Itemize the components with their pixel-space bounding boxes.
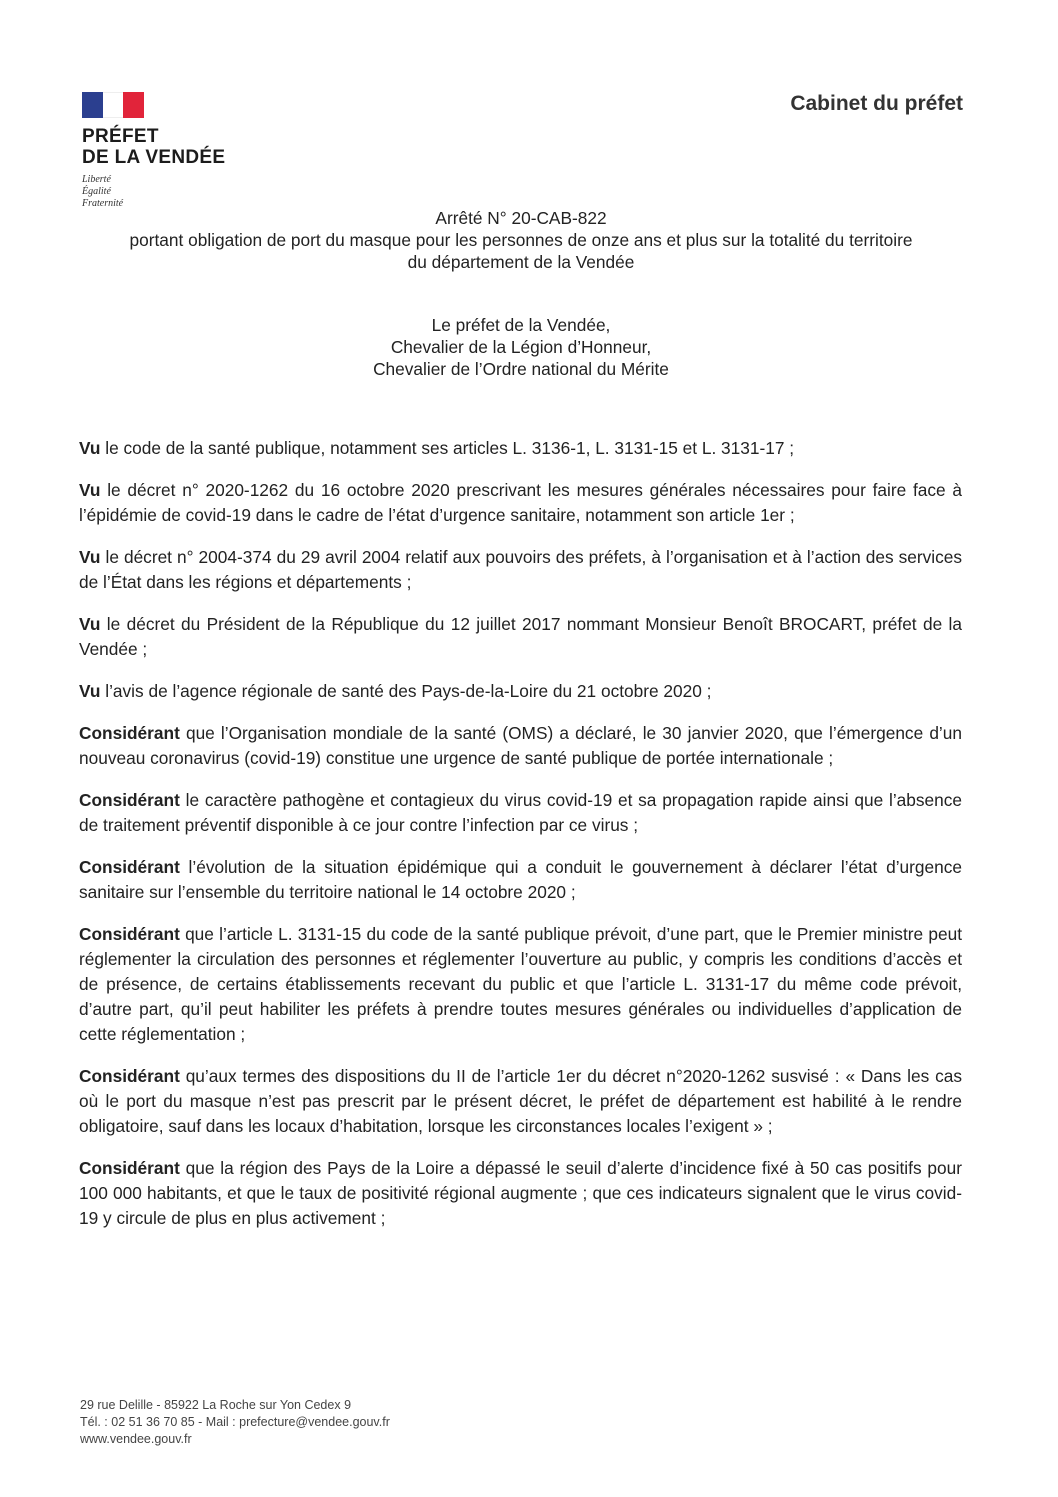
considerant-paragraph — [79, 788, 962, 838]
paragraph-lead: Vu — [79, 547, 101, 567]
footer-website[interactable]: www.vendee.gouv.fr — [80, 1432, 192, 1446]
paragraph-text: que l’Organisation mondiale de la santé (OMS) a déclaré, le 30 janvier 2020, que l’émergence d’un nouveau coronavirus (covid-19) constitue une urgence de santé publique de portée internationale ; — [79, 723, 962, 768]
republic-motto — [82, 174, 282, 210]
paragraph-text: le décret n° 2020-1262 du 16 octobre 2020 prescrivant les mesures générales nécessaires pour faire face à l’épidémie de covid-19 dans le cadre de l’état d’urgence sanitaire, notamment son article 1er ; — [79, 480, 962, 525]
paragraph-lead: Considérant — [79, 1158, 180, 1178]
flag-white-stripe — [103, 92, 124, 118]
paragraph-text: le caractère pathogène et contagieux du virus covid-19 et sa propagation rapide ainsi que l’absence de traitement préventif disponible à ce jour contre l’infection par ce virus ; — [79, 790, 962, 835]
paragraph-lead: Considérant — [79, 857, 180, 877]
paragraph-lead: Vu — [79, 614, 101, 634]
visa-paragraph — [79, 545, 962, 595]
considerant-paragraph — [79, 1156, 962, 1231]
paragraph-text: que l’article L. 3131-15 du code de la santé publique prévoit, d’une part, que le Premier ministre peut réglementer la circulation des personnes et réglementer l’ouverture au public, y compris les conditions d’accès et de présence, de certains établissements recevant du public et que l’article L. 3131-17 du même code prévoit, d’autre part, qu’il peut habiliter les préfets à prendre toutes mesures générales ou individuelles d’application de cette réglementation ; — [79, 924, 962, 1044]
logo-title-line1: PRÉFET — [82, 126, 159, 147]
considerant-paragraph — [79, 922, 962, 1047]
paragraph-text: que la région des Pays de la Loire a dépassé le seuil d’alerte d’incidence fixé à 50 cas positifs pour 100 000 habitants, et que le taux de positivité régional augmente ; que ces indicateurs signalent que le virus covid-19 y circule de plus en plus activement ; — [79, 1158, 962, 1228]
paragraph-lead: Considérant — [79, 924, 180, 944]
paragraph-lead: Considérant — [79, 1066, 180, 1086]
considerant-paragraph — [79, 721, 962, 771]
footer-contact: Tél. : 02 51 36 70 85 - Mail : prefecture@vendee.gouv.fr — [80, 1415, 390, 1429]
considerant-paragraph — [79, 855, 962, 905]
paragraph-text: qu’aux termes des dispositions du II de l’article 1er du décret n°2020-1262 susvisé : « Dans les cas où le port du masque n’est pas prescrit par le présent décret, le préfet de département est habilité à le rendre obligatoire, sauf dans les locaux d’habitation, lorsque les circonstances locales l’exigent » ; — [79, 1066, 962, 1136]
motto-egalite: Égalité — [82, 186, 111, 197]
logo-title — [82, 126, 282, 168]
flag-red-stripe — [123, 92, 144, 118]
cabinet-label: Cabinet du préfet — [790, 92, 963, 115]
decree-subject-line2: du département de la Vendée — [407, 252, 635, 272]
paragraph-text: le décret du Président de la République du 12 juillet 2017 nommant Monsieur Benoît BROCART, préfet de la Vendée ; — [79, 614, 962, 659]
decree-number: Arrêté N° 20-CAB-822 — [435, 208, 607, 228]
authority-line1: Le préfet de la Vendée, — [431, 315, 611, 335]
prefecture-logo — [82, 92, 282, 210]
considerant-paragraph — [79, 1064, 962, 1139]
motto-liberte: Liberté — [82, 174, 111, 185]
republic-flag-icon — [82, 92, 144, 118]
paragraph-lead: Considérant — [79, 790, 180, 810]
visa-paragraph — [79, 478, 962, 528]
visa-paragraph — [79, 436, 962, 461]
decree-header — [80, 207, 962, 273]
visa-paragraph — [79, 612, 962, 662]
authority-block — [80, 314, 962, 380]
decree-subject-line1: portant obligation de port du masque pour les personnes de onze ans et plus sur la totalité du territoire — [129, 230, 913, 250]
paragraph-lead: Vu — [79, 681, 101, 701]
decree-body — [79, 436, 962, 1248]
motto-fraternite: Fraternité — [82, 198, 124, 209]
paragraph-lead: Vu — [79, 480, 101, 500]
logo-title-line2: DE LA VENDÉE — [82, 147, 226, 168]
visa-paragraph — [79, 679, 962, 704]
paragraph-text: le code de la santé publique, notamment ses articles L. 3136-1, L. 3131-15 et L. 3131-17 ; — [100, 438, 795, 458]
footer-address: 29 rue Delille - 85922 La Roche sur Yon Cedex 9 — [80, 1398, 352, 1412]
paragraph-text: l’évolution de la situation épidémique qui a conduit le gouvernement à déclarer l’état d’urgence sanitaire sur l’ensemble du territoire national le 14 octobre 2020 ; — [79, 857, 962, 902]
footer — [80, 1397, 390, 1448]
authority-line2: Chevalier de la Légion d’Honneur, — [390, 337, 652, 357]
paragraph-text: le décret n° 2004-374 du 29 avril 2004 relatif aux pouvoirs des préfets, à l’organisation et à l’action des services de l’État dans les régions et départements ; — [79, 547, 962, 592]
authority-line3: Chevalier de l’Ordre national du Mérite — [373, 359, 669, 379]
flag-blue-stripe — [82, 92, 103, 118]
paragraph-lead: Considérant — [79, 723, 180, 743]
paragraph-lead: Vu — [79, 438, 101, 458]
paragraph-text: l’avis de l’agence régionale de santé des Pays-de-la-Loire du 21 octobre 2020 ; — [100, 681, 712, 701]
